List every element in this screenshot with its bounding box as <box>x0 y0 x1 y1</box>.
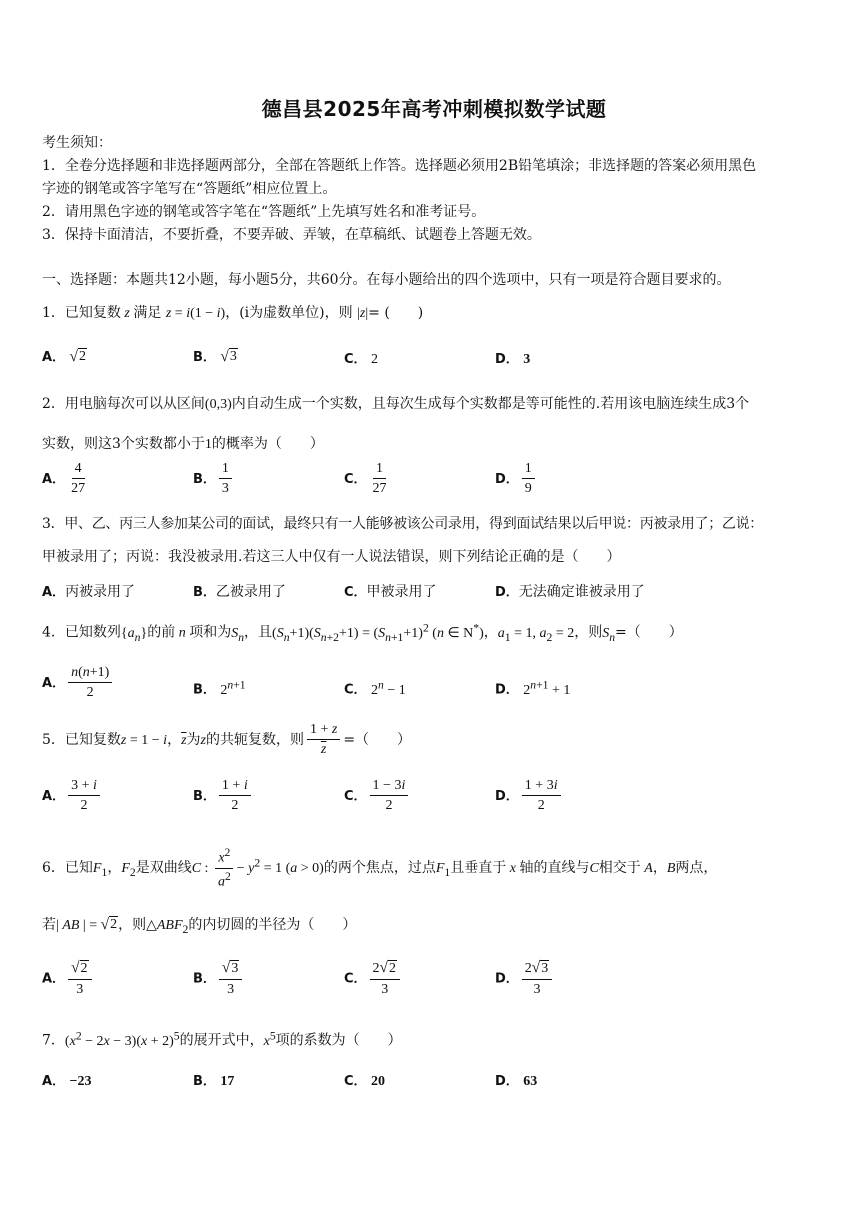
question-text: ，则 <box>574 624 603 641</box>
option-value: −23 <box>69 1074 92 1089</box>
option-value: $2^n - 1$ <box>371 678 406 698</box>
formula: $ABF_2$ <box>156 918 189 936</box>
option-c[interactable] <box>344 348 378 368</box>
option-c[interactable] <box>344 1070 385 1090</box>
option-c[interactable] <box>344 678 406 699</box>
question-text: 满足 <box>133 305 162 321</box>
question-text: = ( ) <box>368 305 424 321</box>
option-d[interactable] <box>495 960 555 997</box>
option-label: B． <box>193 1074 216 1089</box>
option-label: A． <box>42 971 66 987</box>
question-number: 2． <box>42 396 65 412</box>
option-b[interactable] <box>193 678 246 699</box>
option-label: D． <box>495 971 519 987</box>
option-label: C． <box>344 1074 367 1089</box>
option-c[interactable] <box>344 960 403 997</box>
option-label: C． <box>344 471 367 487</box>
formula: $F_2$ <box>121 860 136 879</box>
question-text: =（ ） <box>343 731 412 748</box>
option-value: $\frac{4}{27}$ <box>71 461 86 497</box>
question-text: 项和为 <box>189 624 232 641</box>
question-text: 的内切圆的半径为（ ） <box>188 917 357 933</box>
option-label: A． <box>42 788 66 804</box>
option-label: C． <box>344 682 367 698</box>
option-label: B． <box>193 971 216 987</box>
question-text: i为虚数单位)，则 <box>244 305 353 321</box>
question-3 <box>42 513 763 533</box>
option-label: A． <box>42 471 66 487</box>
question-number: 6． <box>42 859 65 876</box>
option-b[interactable] <box>193 461 235 497</box>
option-value: √ 2 3 <box>68 960 91 997</box>
question-text: 已知复数 <box>64 731 121 748</box>
option-a[interactable] <box>42 778 103 814</box>
option-c[interactable] <box>344 778 411 814</box>
option-b[interactable] <box>193 1070 234 1090</box>
formula: $(S_n+1)(S_{n+2}+1) = (S_{n+1}+1)^2$ (n ∈ N*) <box>272 621 484 644</box>
option-value: 3 <box>523 352 531 367</box>
formula: C : $\frac{x^2}{a^2}$ − $y^2 = 1$ (a > 0) <box>191 846 324 890</box>
formula: | AB | = √ 2 <box>56 916 118 933</box>
formula: $S_n$ <box>231 625 245 644</box>
option-label: D． <box>495 471 519 487</box>
notice-item-3: 3．保持卡面清洁，不要折叠，不要弄破、弄皱，在草稿纸、试题卷上答题无效。 <box>42 227 541 243</box>
option-label: C． <box>344 585 367 600</box>
option-value: $\frac{1}{3}$ <box>219 461 232 497</box>
option-value: $\frac{1 - 3i}{2}$ <box>370 778 409 814</box>
option-a[interactable] <box>42 581 135 601</box>
option-label: B． <box>193 788 216 804</box>
option-a[interactable] <box>42 461 91 497</box>
option-b[interactable] <box>193 581 286 601</box>
question-text: 已知 <box>64 859 93 876</box>
option-label: B． <box>193 471 216 487</box>
notice-item-2: 2．请用黑色字迹的钢笔或答字笔在“答题纸”上先填写姓名和准考证号。 <box>42 204 486 220</box>
option-value: 甲被录用了 <box>366 584 437 600</box>
question-text: ，则△ <box>118 917 157 933</box>
formula: $\{a_n\}$ <box>120 625 148 644</box>
question-text: ， <box>483 624 498 641</box>
question-text: 的前 <box>147 624 176 641</box>
option-d[interactable] <box>495 678 570 699</box>
formula: $F_1$ <box>435 860 451 879</box>
formula: $F_1$ <box>92 860 108 879</box>
option-a[interactable] <box>42 960 95 997</box>
option-value: 丙被录用了 <box>65 584 136 600</box>
question-7 <box>42 1029 402 1050</box>
question-number: 5． <box>42 731 65 748</box>
formula: z = 1 − i <box>120 732 168 748</box>
option-value: 乙被录用了 <box>215 584 286 600</box>
question-text: 是双曲线 <box>135 859 192 876</box>
question-text: 且垂直于 <box>450 859 507 876</box>
option-label: D． <box>495 352 519 367</box>
question-text: 轴的直线与 <box>519 859 590 876</box>
question-text: 的共轭复数，则 <box>205 731 304 748</box>
question-6-cont <box>42 914 356 936</box>
question-text: 实数，则这3个实数都小于 <box>42 436 205 452</box>
option-value: 2 √ 2 3 <box>370 960 400 997</box>
option-value: $\frac{n(n+1)}{2}$ <box>68 665 112 701</box>
option-value: $\frac{1 + i}{2}$ <box>219 778 251 814</box>
option-label: A． <box>42 675 66 691</box>
question-text: 用电脑每次可以从区间 <box>64 396 205 412</box>
option-b[interactable] <box>193 346 238 366</box>
question-3-cont: 甲被录用了；丙说：我没被录用.若这三人中仅有一人说法错误，则下列结论正确的是（ ） <box>42 549 621 565</box>
option-label: A． <box>42 1074 66 1089</box>
question-1: 1．已知复数 z 满足 z = i(1 − i)，(i为虚数单位)，则 |z|= ( ) <box>42 305 424 321</box>
formula: 1 <box>204 437 212 452</box>
option-label: A． <box>42 350 66 365</box>
formula: $\overline{z}$ <box>181 732 187 748</box>
option-b[interactable] <box>193 778 254 814</box>
formula: (0,3) <box>204 397 232 412</box>
exam-title: 德昌县2025年高考冲刺模拟数学试题 <box>261 97 607 121</box>
option-a[interactable] <box>42 1070 92 1090</box>
option-value: $2^{n+1}$ <box>220 678 246 698</box>
question-text: 的展开式中， <box>179 1032 264 1049</box>
option-label: C． <box>344 352 367 367</box>
question-text: 的两个焦点，过点 <box>323 859 436 876</box>
option-value: $2^{n+1} + 1$ <box>523 678 571 698</box>
question-number: 3． <box>42 516 65 532</box>
question-text: ， <box>167 731 182 748</box>
option-d[interactable] <box>495 461 538 497</box>
question-number: 1． <box>42 305 65 321</box>
option-value: √ 3 <box>220 348 237 365</box>
formula: z = i(1 − i) <box>165 306 226 321</box>
question-2 <box>42 393 749 413</box>
notice-heading: 考生须知： <box>42 135 112 151</box>
notice-item-1: 1．全卷分选择题和非选择题两部分，全部在答题纸上作答。选择题必须用2B铅笔填涂；非选择题的答案必须用黑色 <box>42 158 757 174</box>
option-d[interactable] <box>495 581 645 601</box>
question-number: 4． <box>42 624 65 641</box>
question-text: ，且 <box>244 624 273 641</box>
formula: |z| <box>357 306 369 321</box>
formula: $\frac{1 + z}{z}$ <box>307 722 340 758</box>
formula: $x^5$ <box>263 1029 276 1049</box>
question-text: 相交于 <box>598 859 641 876</box>
option-value: 2 <box>371 352 378 367</box>
question-text: 已知数列 <box>64 624 121 641</box>
option-value: 无法确定谁被录用了 <box>518 584 645 600</box>
notice-item-1-cont: 字迹的钢笔或答字笔写在“答题纸”相应位置上。 <box>42 181 337 197</box>
option-label: C． <box>344 788 367 804</box>
option-label: A． <box>42 585 66 600</box>
question-text: 若 <box>42 917 56 933</box>
section-heading: 一、选择题：本题共12小题，每小题5分，共60分。在每小题给出的四个选项中，只有一项是符合题目要求的。 <box>42 272 731 288</box>
option-value: 2 √ 3 3 <box>522 960 552 997</box>
option-label: D． <box>495 788 519 804</box>
option-value: √ 3 3 <box>219 960 242 997</box>
question-text: =（ ） <box>615 624 683 641</box>
formula: $a_1 = 1$, $a_2 = 2$ <box>497 625 575 644</box>
option-value: 17 <box>220 1074 235 1089</box>
option-value: √ 2 <box>69 348 86 365</box>
option-a[interactable] <box>42 346 87 366</box>
option-label: B． <box>193 585 216 600</box>
option-d[interactable] <box>495 348 530 368</box>
question-text: 内自动生成一个实数，且每次生成每个实数都是等可能性的.若用该电脑连续生成3个 <box>231 396 750 412</box>
option-value: $\frac{3 + i}{2}$ <box>68 778 100 814</box>
question-text: ， <box>107 859 122 876</box>
option-label: D． <box>495 682 519 698</box>
formula: $(x^2 - 2x - 3)(x + 2)^5$ <box>64 1029 180 1049</box>
question-text: 甲、乙、丙三人参加某公司的面试，最终只有一人能够被该公司录用，得到面试结果以后甲说：丙被录用了；乙说： <box>64 516 764 532</box>
question-text: 为 <box>186 731 201 748</box>
question-text: 项的系数为（ ） <box>275 1032 402 1049</box>
option-b[interactable] <box>193 960 245 997</box>
question-number: 7． <box>42 1032 65 1049</box>
question-text: ， <box>652 859 667 876</box>
option-value: 63 <box>523 1074 538 1089</box>
option-c[interactable] <box>344 461 393 497</box>
question-6: 6．已知$F_1$，$F_2$是双曲线C : $\frac{x^2}{a^2}$ − $y^2 = 1$ (a > 0)的两个焦点，过点$F_1$且垂直于 x 轴的直线与C相交于 A，B两点， <box>42 846 718 890</box>
question-4: 4．已知数列$\{a_n\}$的前 n 项和为$S_n$，且$(S_n+1)(S_{n+2}+1) = (S_{n+1}+1)^2$ (n ∈ N*)，$a_1 = 1$, $a_2 = 2$，则$S_n=$（ ） <box>42 621 683 644</box>
option-label: C． <box>344 971 367 987</box>
question-text: 两点， <box>675 859 718 876</box>
option-value: $\frac{1 + 3i}{2}$ <box>522 778 561 814</box>
option-label: B． <box>193 682 216 698</box>
option-a[interactable] <box>42 665 115 701</box>
option-label: B． <box>193 350 216 365</box>
question-2-cont <box>42 433 324 453</box>
option-value: 20 <box>371 1074 385 1089</box>
question-text: ，( <box>225 305 245 321</box>
option-label: D． <box>495 585 519 600</box>
option-value: $\frac{1}{9}$ <box>522 461 535 497</box>
option-label: D． <box>495 1074 519 1089</box>
option-c[interactable] <box>344 581 437 601</box>
option-d[interactable] <box>495 778 564 814</box>
question-5: 5．已知复数z = 1 − i，$\overline{z}$为z的共轭复数，则 $\frac{1 + z}{z}$ =（ ） <box>42 722 412 758</box>
formula: $S_n$ <box>602 625 616 644</box>
option-d[interactable] <box>495 1070 537 1090</box>
option-value: $\frac{1}{27}$ <box>372 461 387 497</box>
question-text: 的概率为（ ） <box>211 436 324 452</box>
question-text: 已知复数 <box>64 305 121 321</box>
